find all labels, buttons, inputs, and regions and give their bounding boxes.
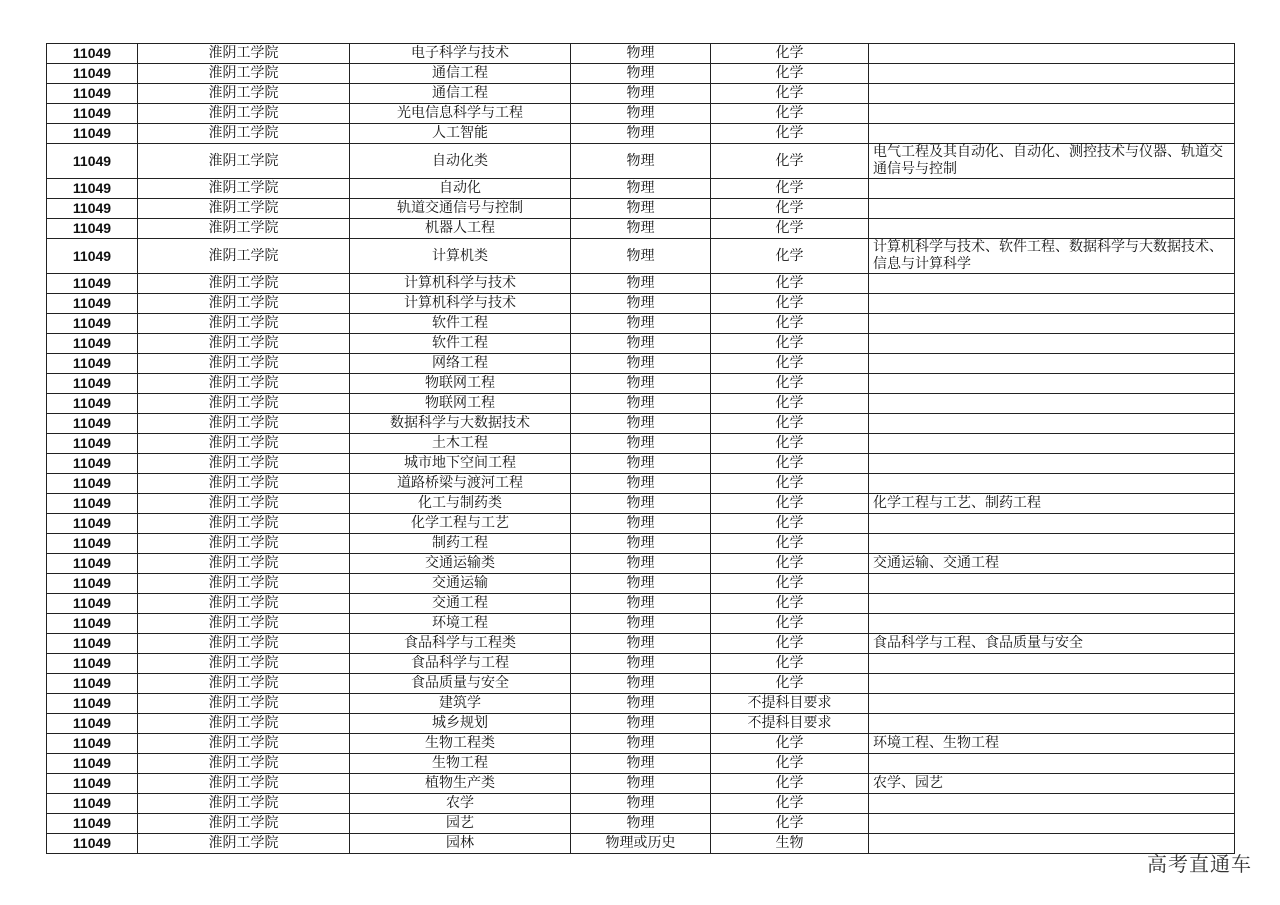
first-subject-cell: 物理	[571, 634, 711, 654]
second-subject-cell: 化学	[711, 294, 869, 314]
table-row	[47, 534, 1235, 554]
school-code-cell: 11049	[47, 84, 138, 104]
school-name-cell: 淮阴工学院	[138, 654, 350, 674]
major-name-cell: 光电信息科学与工程	[350, 104, 571, 124]
second-subject-cell: 生物	[711, 834, 869, 854]
school-name-cell: 淮阴工学院	[138, 574, 350, 594]
second-subject-cell: 化学	[711, 84, 869, 104]
school-code-cell: 11049	[47, 124, 138, 144]
included-majors-cell	[869, 514, 1235, 534]
school-name-cell: 淮阴工学院	[138, 219, 350, 239]
table-row	[47, 84, 1235, 104]
school-name-cell: 淮阴工学院	[138, 124, 350, 144]
table-row	[47, 314, 1235, 334]
first-subject-cell: 物理	[571, 84, 711, 104]
second-subject-cell: 化学	[711, 314, 869, 334]
table-row	[47, 124, 1235, 144]
second-subject-cell: 化学	[711, 474, 869, 494]
included-majors-cell	[869, 414, 1235, 434]
first-subject-cell: 物理	[571, 434, 711, 454]
school-code-cell: 11049	[47, 654, 138, 674]
major-name-cell: 生物工程	[350, 754, 571, 774]
included-majors-cell	[869, 434, 1235, 454]
first-subject-cell: 物理	[571, 674, 711, 694]
school-name-cell: 淮阴工学院	[138, 514, 350, 534]
school-code-cell: 11049	[47, 474, 138, 494]
major-name-cell: 软件工程	[350, 334, 571, 354]
school-code-cell: 11049	[47, 514, 138, 534]
included-majors-cell	[869, 64, 1235, 84]
school-name-cell: 淮阴工学院	[138, 694, 350, 714]
school-name-cell: 淮阴工学院	[138, 814, 350, 834]
included-majors-cell: 化学工程与工艺、制药工程	[869, 494, 1235, 514]
school-code-cell: 11049	[47, 64, 138, 84]
included-majors-cell: 计算机科学与技术、软件工程、数据科学与大数据技术、信息与计算科学	[869, 239, 1235, 274]
included-majors-cell	[869, 334, 1235, 354]
major-name-cell: 城市地下空间工程	[350, 454, 571, 474]
included-majors-cell	[869, 534, 1235, 554]
second-subject-cell: 化学	[711, 64, 869, 84]
included-majors-cell	[869, 84, 1235, 104]
school-code-cell: 11049	[47, 694, 138, 714]
first-subject-cell: 物理	[571, 239, 711, 274]
included-majors-cell	[869, 199, 1235, 219]
school-code-cell: 11049	[47, 554, 138, 574]
first-subject-cell: 物理	[571, 64, 711, 84]
school-code-cell: 11049	[47, 454, 138, 474]
first-subject-cell: 物理	[571, 334, 711, 354]
first-subject-cell: 物理	[571, 199, 711, 219]
included-majors-cell	[869, 474, 1235, 494]
first-subject-cell: 物理	[571, 534, 711, 554]
second-subject-cell: 化学	[711, 239, 869, 274]
table-row	[47, 294, 1235, 314]
table-row	[47, 494, 1235, 514]
table-row	[47, 574, 1235, 594]
major-name-cell: 计算机科学与技术	[350, 274, 571, 294]
first-subject-cell: 物理	[571, 314, 711, 334]
school-code-cell: 11049	[47, 314, 138, 334]
school-code-cell: 11049	[47, 239, 138, 274]
major-name-cell: 制药工程	[350, 534, 571, 554]
first-subject-cell: 物理	[571, 694, 711, 714]
second-subject-cell: 化学	[711, 734, 869, 754]
major-name-cell: 食品质量与安全	[350, 674, 571, 694]
first-subject-cell: 物理	[571, 179, 711, 199]
second-subject-cell: 化学	[711, 219, 869, 239]
first-subject-cell: 物理	[571, 574, 711, 594]
school-name-cell: 淮阴工学院	[138, 394, 350, 414]
second-subject-cell: 化学	[711, 594, 869, 614]
school-name-cell: 淮阴工学院	[138, 374, 350, 394]
first-subject-cell: 物理	[571, 814, 711, 834]
school-code-cell: 11049	[47, 414, 138, 434]
school-name-cell: 淮阴工学院	[138, 179, 350, 199]
school-name-cell: 淮阴工学院	[138, 794, 350, 814]
school-name-cell: 淮阴工学院	[138, 674, 350, 694]
major-name-cell: 机器人工程	[350, 219, 571, 239]
first-subject-cell: 物理	[571, 294, 711, 314]
second-subject-cell: 化学	[711, 574, 869, 594]
first-subject-cell: 物理	[571, 594, 711, 614]
table-row	[47, 334, 1235, 354]
school-code-cell: 11049	[47, 834, 138, 854]
included-majors-cell	[869, 794, 1235, 814]
school-name-cell: 淮阴工学院	[138, 414, 350, 434]
second-subject-cell: 化学	[711, 454, 869, 474]
second-subject-cell: 化学	[711, 354, 869, 374]
second-subject-cell: 化学	[711, 614, 869, 634]
second-subject-cell: 化学	[711, 794, 869, 814]
included-majors-cell	[869, 274, 1235, 294]
school-name-cell: 淮阴工学院	[138, 834, 350, 854]
subject-requirements-sheet	[46, 43, 1234, 854]
second-subject-cell: 不提科目要求	[711, 714, 869, 734]
included-majors-cell	[869, 754, 1235, 774]
school-name-cell: 淮阴工学院	[138, 554, 350, 574]
table-row	[47, 414, 1235, 434]
included-majors-cell	[869, 219, 1235, 239]
major-name-cell: 生物工程类	[350, 734, 571, 754]
school-name-cell: 淮阴工学院	[138, 594, 350, 614]
major-name-cell: 农学	[350, 794, 571, 814]
school-code-cell: 11049	[47, 774, 138, 794]
major-name-cell: 自动化	[350, 179, 571, 199]
table-row	[47, 634, 1235, 654]
school-code-cell: 11049	[47, 574, 138, 594]
included-majors-cell	[869, 714, 1235, 734]
included-majors-cell	[869, 314, 1235, 334]
major-name-cell: 建筑学	[350, 694, 571, 714]
major-name-cell: 人工智能	[350, 124, 571, 144]
included-majors-cell	[869, 179, 1235, 199]
first-subject-cell: 物理或历史	[571, 834, 711, 854]
school-name-cell: 淮阴工学院	[138, 294, 350, 314]
second-subject-cell: 化学	[711, 104, 869, 124]
second-subject-cell: 化学	[711, 434, 869, 454]
major-name-cell: 计算机科学与技术	[350, 294, 571, 314]
included-majors-cell	[869, 124, 1235, 144]
included-majors-cell: 农学、园艺	[869, 774, 1235, 794]
table-row	[47, 754, 1235, 774]
included-majors-cell	[869, 654, 1235, 674]
first-subject-cell: 物理	[571, 494, 711, 514]
school-name-cell: 淮阴工学院	[138, 144, 350, 179]
first-subject-cell: 物理	[571, 394, 711, 414]
table-row	[47, 554, 1235, 574]
school-code-cell: 11049	[47, 734, 138, 754]
major-name-cell: 土木工程	[350, 434, 571, 454]
included-majors-cell	[869, 594, 1235, 614]
included-majors-cell: 交通运输、交通工程	[869, 554, 1235, 574]
table-row	[47, 394, 1235, 414]
school-code-cell: 11049	[47, 594, 138, 614]
table-body	[47, 44, 1235, 854]
school-code-cell: 11049	[47, 374, 138, 394]
major-name-cell: 城乡规划	[350, 714, 571, 734]
first-subject-cell: 物理	[571, 454, 711, 474]
school-code-cell: 11049	[47, 794, 138, 814]
first-subject-cell: 物理	[571, 774, 711, 794]
first-subject-cell: 物理	[571, 754, 711, 774]
major-name-cell: 数据科学与大数据技术	[350, 414, 571, 434]
table-row	[47, 354, 1235, 374]
second-subject-cell: 化学	[711, 144, 869, 179]
first-subject-cell: 物理	[571, 144, 711, 179]
school-code-cell: 11049	[47, 614, 138, 634]
table-row	[47, 514, 1235, 534]
school-name-cell: 淮阴工学院	[138, 754, 350, 774]
table-row	[47, 274, 1235, 294]
school-name-cell: 淮阴工学院	[138, 64, 350, 84]
school-code-cell: 11049	[47, 634, 138, 654]
table-row	[47, 454, 1235, 474]
included-majors-cell: 电气工程及其自动化、自动化、测控技术与仪器、轨道交通信号与控制	[869, 144, 1235, 179]
major-name-cell: 环境工程	[350, 614, 571, 634]
first-subject-cell: 物理	[571, 124, 711, 144]
second-subject-cell: 化学	[711, 494, 869, 514]
school-code-cell: 11049	[47, 179, 138, 199]
first-subject-cell: 物理	[571, 474, 711, 494]
table-row	[47, 694, 1235, 714]
first-subject-cell: 物理	[571, 794, 711, 814]
major-name-cell: 化工与制药类	[350, 494, 571, 514]
school-name-cell: 淮阴工学院	[138, 774, 350, 794]
school-name-cell: 淮阴工学院	[138, 239, 350, 274]
table-row	[47, 104, 1235, 124]
school-code-cell: 11049	[47, 104, 138, 124]
first-subject-cell: 物理	[571, 554, 711, 574]
second-subject-cell: 化学	[711, 634, 869, 654]
major-name-cell: 交通运输	[350, 574, 571, 594]
major-name-cell: 通信工程	[350, 64, 571, 84]
first-subject-cell: 物理	[571, 44, 711, 64]
school-code-cell: 11049	[47, 714, 138, 734]
school-code-cell: 11049	[47, 274, 138, 294]
second-subject-cell: 化学	[711, 754, 869, 774]
second-subject-cell: 化学	[711, 334, 869, 354]
school-code-cell: 11049	[47, 814, 138, 834]
major-name-cell: 食品科学与工程	[350, 654, 571, 674]
table-row	[47, 814, 1235, 834]
second-subject-cell: 化学	[711, 124, 869, 144]
table-row	[47, 714, 1235, 734]
school-name-cell: 淮阴工学院	[138, 454, 350, 474]
school-name-cell: 淮阴工学院	[138, 84, 350, 104]
major-name-cell: 交通运输类	[350, 554, 571, 574]
school-name-cell: 淮阴工学院	[138, 104, 350, 124]
first-subject-cell: 物理	[571, 734, 711, 754]
major-name-cell: 道路桥梁与渡河工程	[350, 474, 571, 494]
included-majors-cell: 食品科学与工程、食品质量与安全	[869, 634, 1235, 654]
school-code-cell: 11049	[47, 334, 138, 354]
school-name-cell: 淮阴工学院	[138, 434, 350, 454]
included-majors-cell	[869, 674, 1235, 694]
table-row	[47, 239, 1235, 274]
school-code-cell: 11049	[47, 219, 138, 239]
table-row	[47, 474, 1235, 494]
included-majors-cell	[869, 104, 1235, 124]
watermark: 高考直通车	[1147, 852, 1252, 876]
major-name-cell: 物联网工程	[350, 394, 571, 414]
major-name-cell: 化学工程与工艺	[350, 514, 571, 534]
subject-requirements-table	[46, 43, 1235, 854]
school-code-cell: 11049	[47, 294, 138, 314]
first-subject-cell: 物理	[571, 104, 711, 124]
major-name-cell: 网络工程	[350, 354, 571, 374]
school-code-cell: 11049	[47, 674, 138, 694]
second-subject-cell: 化学	[711, 274, 869, 294]
first-subject-cell: 物理	[571, 274, 711, 294]
table-row	[47, 44, 1235, 64]
major-name-cell: 通信工程	[350, 84, 571, 104]
second-subject-cell: 化学	[711, 774, 869, 794]
second-subject-cell: 化学	[711, 674, 869, 694]
school-name-cell: 淮阴工学院	[138, 634, 350, 654]
school-name-cell: 淮阴工学院	[138, 734, 350, 754]
first-subject-cell: 物理	[571, 414, 711, 434]
major-name-cell: 食品科学与工程类	[350, 634, 571, 654]
major-name-cell: 计算机类	[350, 239, 571, 274]
table-row	[47, 774, 1235, 794]
major-name-cell: 电子科学与技术	[350, 44, 571, 64]
major-name-cell: 植物生产类	[350, 774, 571, 794]
included-majors-cell	[869, 294, 1235, 314]
table-row	[47, 64, 1235, 84]
table-row	[47, 219, 1235, 239]
included-majors-cell	[869, 394, 1235, 414]
included-majors-cell	[869, 44, 1235, 64]
second-subject-cell: 化学	[711, 179, 869, 199]
major-name-cell: 物联网工程	[350, 374, 571, 394]
second-subject-cell: 化学	[711, 414, 869, 434]
major-name-cell: 交通工程	[350, 594, 571, 614]
table-row	[47, 434, 1235, 454]
school-code-cell: 11049	[47, 44, 138, 64]
school-name-cell: 淮阴工学院	[138, 494, 350, 514]
table-row	[47, 199, 1235, 219]
school-name-cell: 淮阴工学院	[138, 714, 350, 734]
included-majors-cell: 环境工程、生物工程	[869, 734, 1235, 754]
school-code-cell: 11049	[47, 144, 138, 179]
first-subject-cell: 物理	[571, 354, 711, 374]
table-row	[47, 144, 1235, 179]
second-subject-cell: 化学	[711, 514, 869, 534]
table-row	[47, 594, 1235, 614]
second-subject-cell: 化学	[711, 394, 869, 414]
table-row	[47, 654, 1235, 674]
second-subject-cell: 化学	[711, 814, 869, 834]
school-name-cell: 淮阴工学院	[138, 44, 350, 64]
school-name-cell: 淮阴工学院	[138, 274, 350, 294]
school-code-cell: 11049	[47, 199, 138, 219]
school-code-cell: 11049	[47, 754, 138, 774]
table-row	[47, 834, 1235, 854]
included-majors-cell	[869, 694, 1235, 714]
first-subject-cell: 物理	[571, 374, 711, 394]
school-code-cell: 11049	[47, 494, 138, 514]
first-subject-cell: 物理	[571, 654, 711, 674]
major-name-cell: 自动化类	[350, 144, 571, 179]
first-subject-cell: 物理	[571, 219, 711, 239]
school-code-cell: 11049	[47, 534, 138, 554]
school-code-cell: 11049	[47, 354, 138, 374]
major-name-cell: 软件工程	[350, 314, 571, 334]
included-majors-cell	[869, 454, 1235, 474]
second-subject-cell: 化学	[711, 534, 869, 554]
major-name-cell: 轨道交通信号与控制	[350, 199, 571, 219]
second-subject-cell: 化学	[711, 44, 869, 64]
table-row	[47, 734, 1235, 754]
table-row	[47, 674, 1235, 694]
school-name-cell: 淮阴工学院	[138, 534, 350, 554]
included-majors-cell	[869, 354, 1235, 374]
school-name-cell: 淮阴工学院	[138, 474, 350, 494]
second-subject-cell: 化学	[711, 374, 869, 394]
school-name-cell: 淮阴工学院	[138, 334, 350, 354]
first-subject-cell: 物理	[571, 614, 711, 634]
first-subject-cell: 物理	[571, 514, 711, 534]
table-row	[47, 794, 1235, 814]
major-name-cell: 园艺	[350, 814, 571, 834]
included-majors-cell	[869, 814, 1235, 834]
school-name-cell: 淮阴工学院	[138, 314, 350, 334]
second-subject-cell: 不提科目要求	[711, 694, 869, 714]
table-row	[47, 374, 1235, 394]
included-majors-cell	[869, 614, 1235, 634]
included-majors-cell	[869, 374, 1235, 394]
table-row	[47, 179, 1235, 199]
second-subject-cell: 化学	[711, 654, 869, 674]
table-row	[47, 614, 1235, 634]
major-name-cell: 园林	[350, 834, 571, 854]
school-name-cell: 淮阴工学院	[138, 614, 350, 634]
school-name-cell: 淮阴工学院	[138, 354, 350, 374]
second-subject-cell: 化学	[711, 554, 869, 574]
first-subject-cell: 物理	[571, 714, 711, 734]
school-code-cell: 11049	[47, 434, 138, 454]
second-subject-cell: 化学	[711, 199, 869, 219]
included-majors-cell	[869, 574, 1235, 594]
school-name-cell: 淮阴工学院	[138, 199, 350, 219]
school-code-cell: 11049	[47, 394, 138, 414]
